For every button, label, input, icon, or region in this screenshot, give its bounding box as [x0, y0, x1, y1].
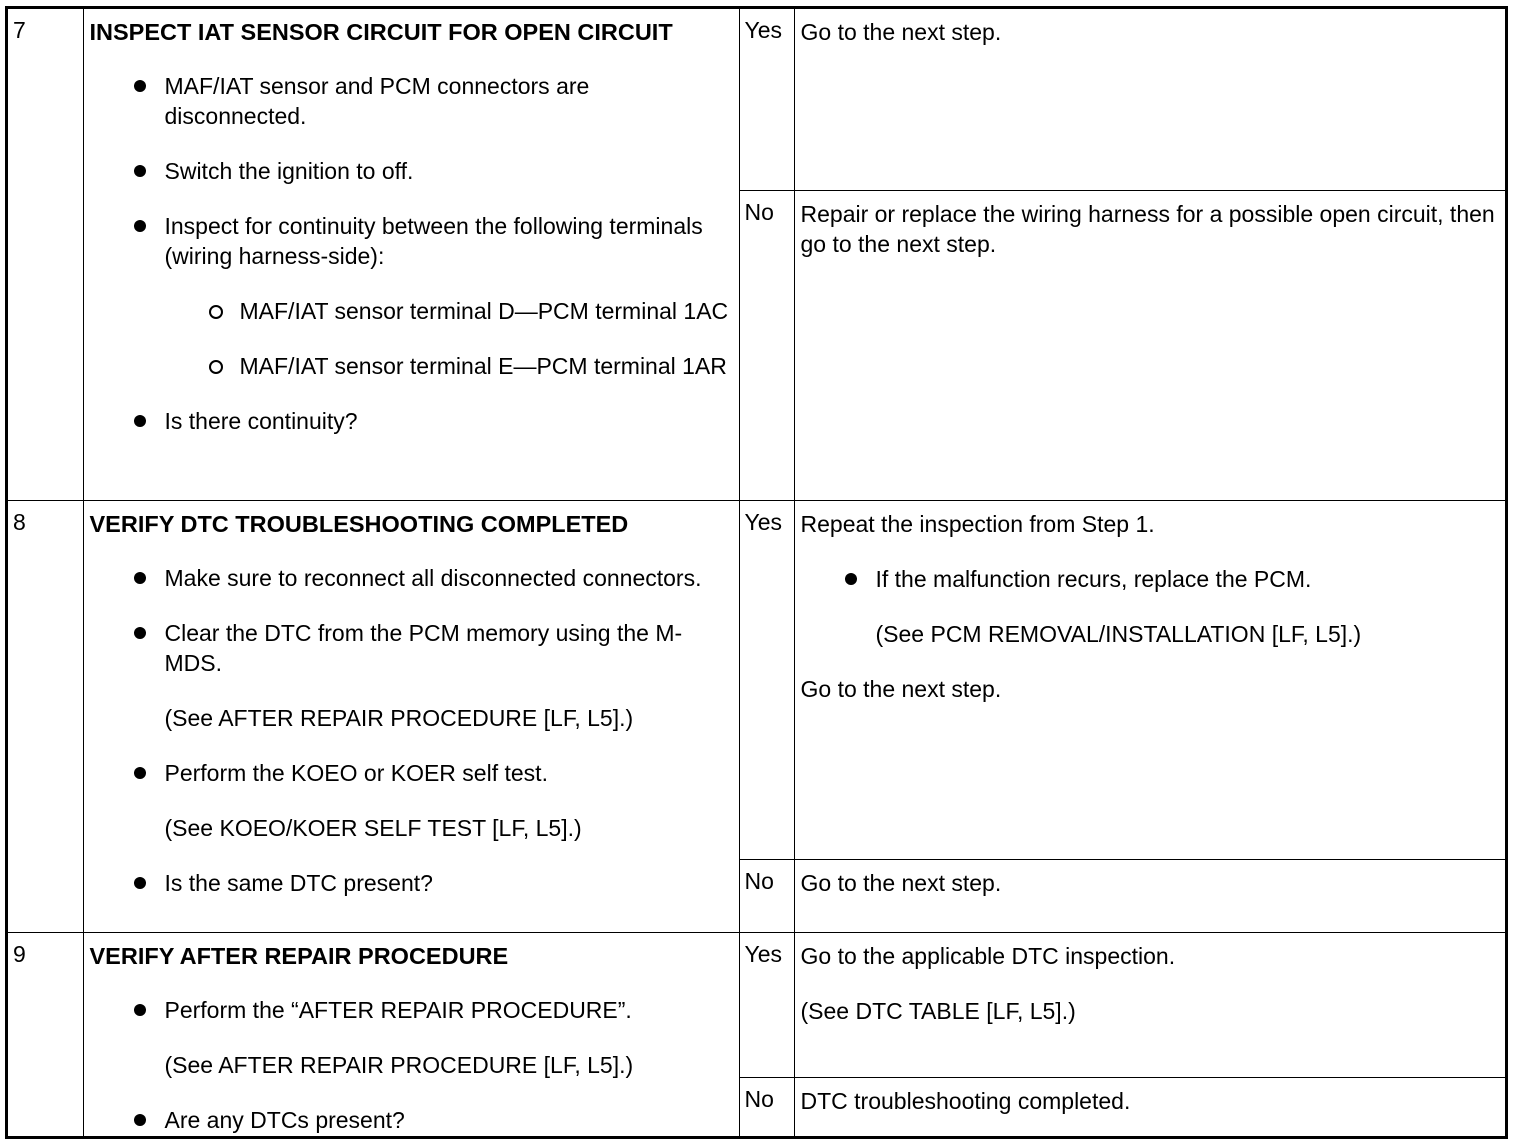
terminal-item: MAF/IAT sensor terminal D—PCM terminal 1AC — [90, 296, 731, 326]
inspection-item — [90, 758, 731, 843]
reference-note: (See AFTER REPAIR PROCEDURE [LF, L5].) — [164, 704, 634, 731]
yes-label: Yes — [739, 9, 794, 190]
inspection-list — [90, 71, 731, 436]
terminal-list — [165, 296, 731, 381]
action-text: Go to the next step. — [800, 869, 1002, 896]
step-title: VERIFY DTC TROUBLESHOOTING COMPLETED — [89, 510, 629, 537]
reference-note: (See AFTER REPAIR PROCEDURE [LF, L5].) — [164, 1051, 634, 1078]
step-number: 8 — [8, 500, 83, 932]
inspection-list — [90, 995, 731, 1135]
no-label: No — [739, 190, 794, 500]
inspection-item — [90, 995, 731, 1080]
yes-action — [794, 500, 1505, 859]
no-label: No — [739, 859, 794, 932]
inspection-item: Is there continuity? — [90, 406, 731, 436]
inspection-item — [90, 618, 731, 733]
yes-action — [794, 932, 1505, 1077]
terminal-item: MAF/IAT sensor terminal E—PCM terminal 1AR — [90, 351, 731, 381]
inspection-item: Are any DTCs present? — [90, 1105, 731, 1135]
inspection-item: Switch the ignition to off. — [90, 156, 731, 186]
action-text: Go to the next step. — [800, 675, 1002, 702]
inspection-item: MAF/IAT sensor and PCM connectors are disconnected. — [90, 71, 731, 131]
inspection-item-text: Inspect for continuity between the following terminals (wiring harness-side): — [164, 213, 703, 269]
action-text: Repeat the inspection from Step 1. — [800, 510, 1155, 537]
step-7-inspection — [83, 9, 739, 500]
step-9-inspection — [83, 932, 739, 1139]
no-action — [794, 190, 1505, 500]
no-action — [794, 1077, 1505, 1139]
step-7-yes-row — [8, 9, 1505, 190]
action-text: Go to the next step. — [800, 19, 1002, 45]
reference-note: (See PCM REMOVAL/INSTALLATION [LF, L5].) — [875, 620, 1362, 647]
action-text: Go to the applicable DTC inspection. — [800, 942, 1176, 969]
inspection-item-text: Clear the DTC from the PCM memory using the M-MDS. — [164, 619, 683, 676]
step-9-yes-row — [8, 932, 1505, 1077]
step-number: 9 — [8, 932, 83, 1139]
step-8-inspection — [83, 500, 739, 932]
inspection-item-text: Perform the KOEO or KOER self test. — [164, 759, 548, 786]
inspection-item: Make sure to reconnect all disconnected connectors. — [90, 563, 731, 593]
yes-label: Yes — [739, 932, 794, 1077]
action-bullet: If the malfunction recurs, replace the PCM. — [801, 564, 1500, 594]
no-action — [794, 859, 1505, 932]
step-title: INSPECT IAT SENSOR CIRCUIT FOR OPEN CIRCUIT — [89, 19, 673, 45]
step-8-yes-row — [8, 500, 1505, 859]
yes-action — [794, 9, 1505, 190]
inspection-list — [90, 563, 731, 898]
step-number: 7 — [8, 9, 83, 500]
reference-note: (See DTC TABLE [LF, L5].) — [800, 997, 1076, 1024]
inspection-item: Is the same DTC present? — [90, 868, 731, 898]
inspection-item — [90, 211, 731, 381]
step-title: VERIFY AFTER REPAIR PROCEDURE — [89, 942, 509, 969]
inspection-item-text: Perform the “AFTER REPAIR PROCEDURE”. — [164, 996, 632, 1023]
troubleshooting-table — [8, 9, 1505, 1139]
reference-note: (See KOEO/KOER SELF TEST [LF, L5].) — [164, 814, 582, 841]
no-label: No — [739, 1077, 794, 1139]
action-text: Repair or replace the wiring harness for a possible open circuit, then go to the next step. — [800, 200, 1495, 257]
yes-label: Yes — [739, 500, 794, 859]
troubleshooting-table-frame — [5, 6, 1508, 1139]
action-text: DTC troubleshooting completed. — [800, 1087, 1131, 1114]
